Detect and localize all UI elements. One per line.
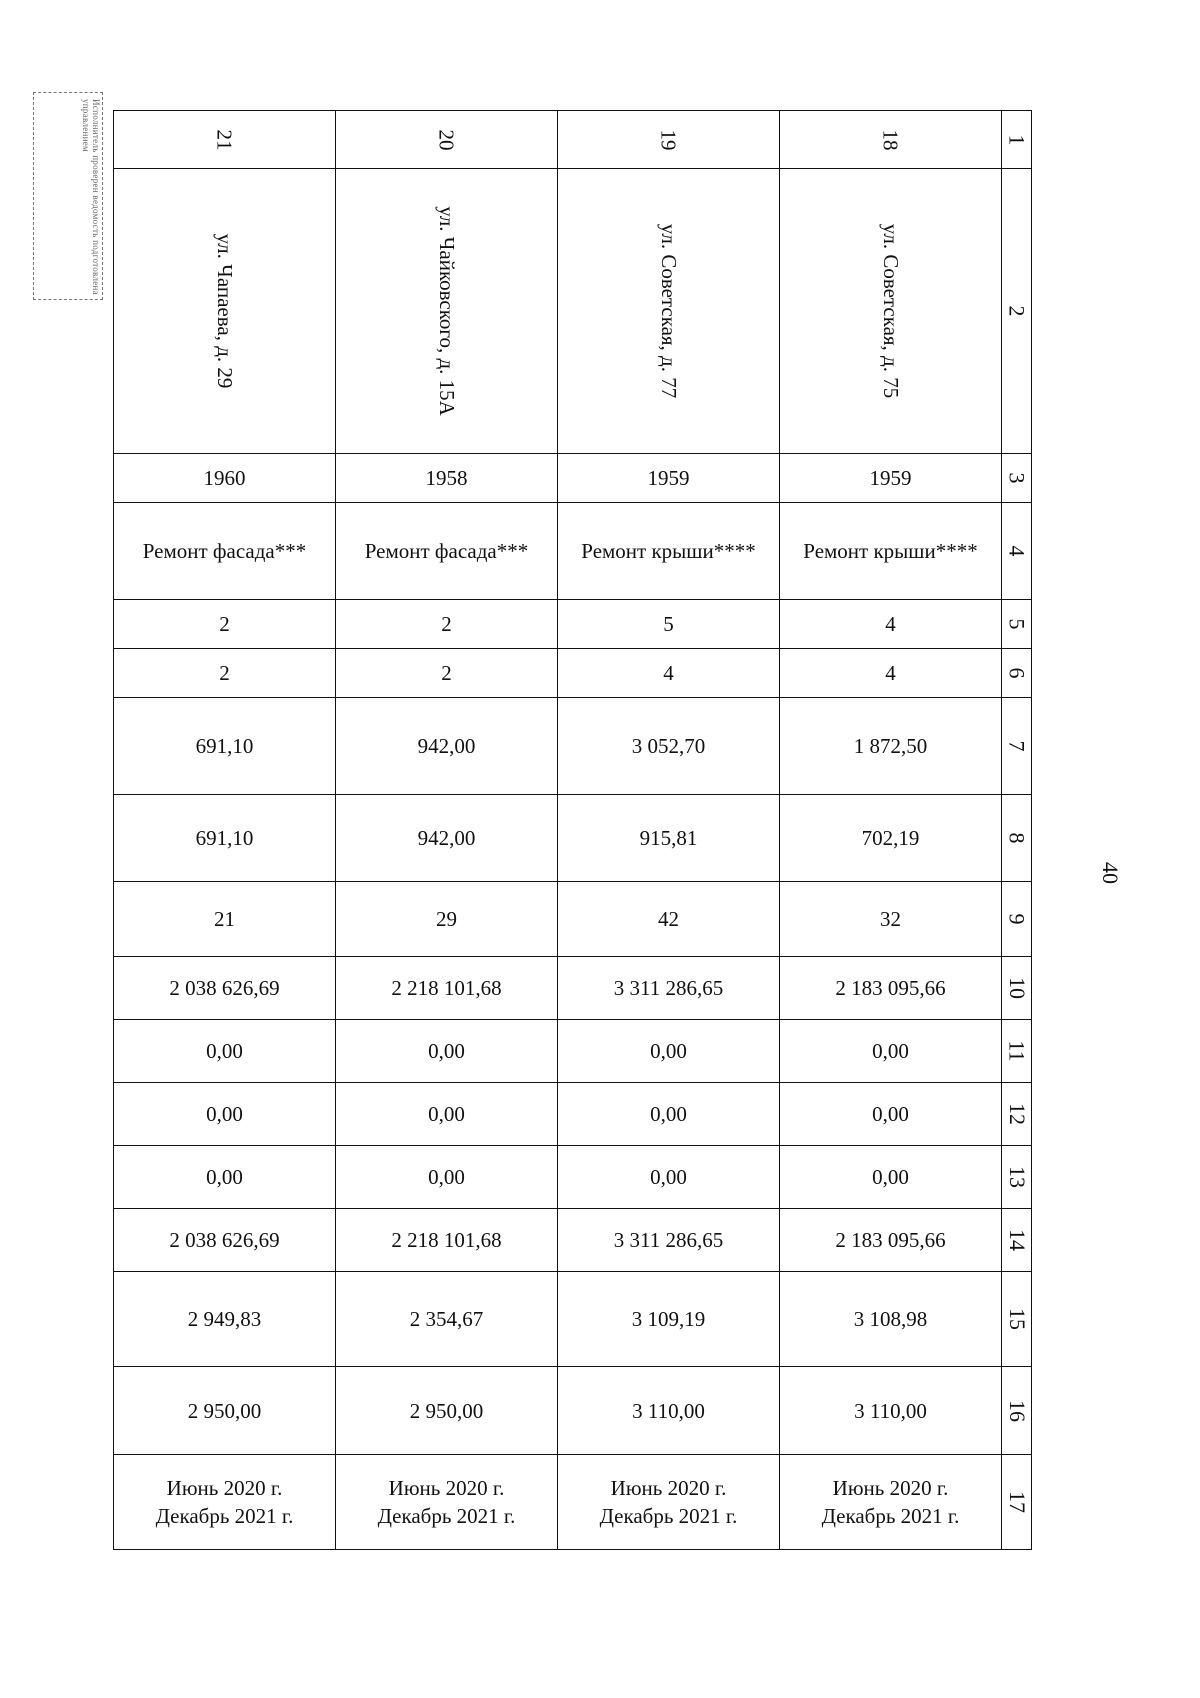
value-cell: 5 [558,600,780,649]
period-cell [336,1455,558,1550]
period-cell [558,1455,780,1550]
column-number: 14 [1004,1229,1030,1251]
value-cell: 691,10 [114,698,336,795]
row-col3 [114,454,1032,503]
value-cell: 691,10 [114,795,336,882]
row-col1 [114,111,1032,169]
column-number: 7 [1004,740,1030,752]
row-number: 19 [656,129,681,150]
row-col4 [114,503,1032,600]
value-cell: 4 [780,600,1002,649]
work-type: Ремонт крыши**** [558,503,780,600]
work-type: Ремонт крыши**** [780,503,1002,600]
approval-stamp [33,92,103,300]
value-cell: 2 950,00 [336,1367,558,1455]
period-end: Декабрь 2021 г. [377,1504,516,1528]
column-number: 10 [1004,977,1030,999]
stamp-text: Исполнитель проверен ведомость подготовлена управлением [81,99,101,295]
value-cell: 2 949,83 [114,1272,336,1367]
value-cell: 2 218 101,68 [336,1209,558,1272]
value-cell: 0,00 [780,1020,1002,1083]
column-number: 16 [1004,1399,1030,1422]
value-cell: 3 110,00 [780,1367,1002,1455]
row-col13 [114,1146,1032,1209]
column-number: 15 [1004,1308,1030,1330]
address: ул. Советская, д. 77 [656,223,681,399]
period-cell [780,1455,1002,1550]
value-cell: 42 [558,882,780,957]
value-cell: 3 311 286,65 [558,957,780,1020]
year: 1959 [558,454,780,503]
row-number: 20 [434,129,459,150]
value-cell: 2 [336,649,558,698]
value-cell: 942,00 [336,698,558,795]
value-cell: 32 [780,882,1002,957]
column-number: 17 [1004,1491,1030,1513]
address: ул. Советская, д. 75 [878,223,903,399]
column-number: 12 [1004,1103,1030,1125]
value-cell: 3 109,19 [558,1272,780,1367]
row-col9 [114,882,1032,957]
value-cell: 0,00 [558,1083,780,1146]
value-cell: 0,00 [114,1020,336,1083]
period-start: Июнь 2020 г. [832,1476,949,1500]
value-cell: 0,00 [780,1146,1002,1209]
column-number: 2 [1004,305,1030,317]
row-col15 [114,1272,1032,1367]
page-number: 40 [1098,862,1123,884]
row-col14 [114,1209,1032,1272]
column-number: 1 [1004,134,1030,145]
work-type: Ремонт фасада*** [336,503,558,600]
period-end: Декабрь 2021 г. [821,1504,960,1528]
repair-schedule-table [113,110,1032,1550]
row-number: 21 [212,129,237,150]
period-cell [114,1455,336,1550]
row-col7 [114,698,1032,795]
value-cell: 2 038 626,69 [114,1209,336,1272]
column-number: 13 [1004,1166,1030,1188]
value-cell: 0,00 [114,1146,336,1209]
period-start: Июнь 2020 г. [166,1476,283,1500]
value-cell: 2 183 095,66 [780,1209,1002,1272]
value-cell: 0,00 [558,1020,780,1083]
value-cell: 915,81 [558,795,780,882]
row-col10 [114,957,1032,1020]
address: ул. Чапаева, д. 29 [212,233,237,389]
period-start: Июнь 2020 г. [610,1476,727,1500]
column-number: 8 [1004,832,1030,844]
period-start: Июнь 2020 г. [388,1476,505,1500]
period-end: Декабрь 2021 г. [599,1504,738,1528]
value-cell: 1 872,50 [780,698,1002,795]
row-col2 [114,169,1032,454]
value-cell: 0,00 [114,1083,336,1146]
year: 1959 [780,454,1002,503]
column-number: 9 [1004,913,1030,925]
value-cell: 3 108,98 [780,1272,1002,1367]
value-cell: 2 [336,600,558,649]
column-number: 5 [1004,618,1030,630]
row-col16 [114,1367,1032,1455]
value-cell: 4 [780,649,1002,698]
period-end: Декабрь 2021 г. [155,1504,294,1528]
value-cell: 2 038 626,69 [114,957,336,1020]
column-number: 6 [1004,667,1030,679]
column-number: 4 [1004,545,1030,557]
value-cell: 0,00 [558,1146,780,1209]
value-cell: 3 052,70 [558,698,780,795]
value-cell: 2 218 101,68 [336,957,558,1020]
row-number: 18 [878,129,903,150]
column-number: 3 [1004,472,1030,484]
value-cell: 21 [114,882,336,957]
value-cell: 2 [114,600,336,649]
value-cell: 3 110,00 [558,1367,780,1455]
row-col6 [114,649,1032,698]
value-cell: 29 [336,882,558,957]
value-cell: 2 354,67 [336,1272,558,1367]
value-cell: 2 950,00 [114,1367,336,1455]
value-cell: 0,00 [336,1146,558,1209]
row-col11 [114,1020,1032,1083]
work-type: Ремонт фасада*** [114,503,336,600]
value-cell: 702,19 [780,795,1002,882]
value-cell: 2 183 095,66 [780,957,1002,1020]
value-cell: 3 311 286,65 [558,1209,780,1272]
row-col5 [114,600,1032,649]
value-cell: 4 [558,649,780,698]
address: ул. Чайковского, д. 15А [434,206,459,416]
value-cell: 0,00 [336,1020,558,1083]
value-cell: 2 [114,649,336,698]
year: 1958 [336,454,558,503]
value-cell: 0,00 [780,1083,1002,1146]
value-cell: 0,00 [336,1083,558,1146]
year: 1960 [114,454,336,503]
row-col8 [114,795,1032,882]
column-number: 11 [1004,1040,1030,1062]
row-col12 [114,1083,1032,1146]
value-cell: 942,00 [336,795,558,882]
row-col17 [114,1455,1032,1550]
